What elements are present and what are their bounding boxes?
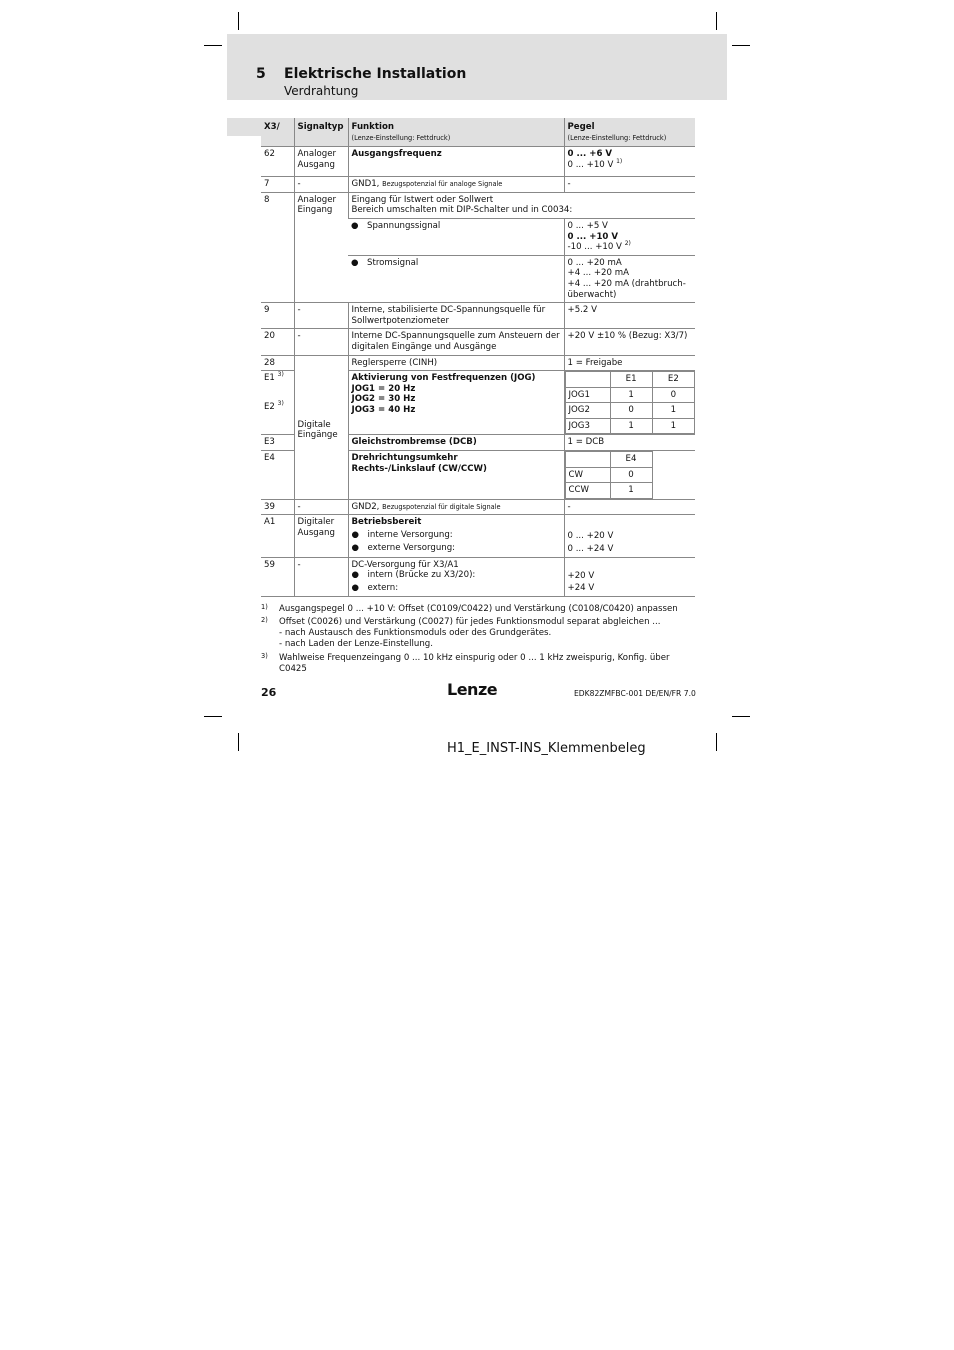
table-row: 62 Analoger Ausgang Ausgangsfrequenz 0 ... +6 V 0 ... +10 V $^{1)}$ — [261, 147, 695, 177]
table-row: 9 - Interne, stabilisierte DC-Spannungsquelle für Sollwertpotenziometer +5.2 V — [261, 303, 695, 329]
table-row: 20 - Interne DC-Spannungsquelle zum Ansteuern der digitalen Eingänge und Ausgänge +20 V ±10 % (Bezug: X3/7) — [261, 329, 695, 355]
side-tab — [227, 118, 261, 136]
table-row: 39 - GND2, Bezugspotenzial für digitale Signale - — [261, 499, 695, 515]
page-number: 26 — [261, 686, 277, 699]
table-header — [261, 118, 695, 147]
crop-mark — [238, 733, 239, 751]
table-row: 7 - GND1, Bezugspotenzial für analoge Signale - — [261, 177, 695, 193]
table-row: 28 Digitale Eingänge Reglersperre (CINH) 1 = Freigabe — [261, 355, 695, 371]
table-row: ● Spannungssignal 0 ... +5 V 0 ... +10 V -10 ... +10 V $^{2)}$ — [261, 218, 695, 255]
table-row: E1 $^{3)}$ E2 $^{3)}$ Aktivierung von Festfrequenzen (JOG) JOG1 = 20 Hz JOG2 = 30 Hz JOG3 = 40 Hz E1 E2 JOG1 1 0 JOG2 0 1 JOG3 1 1 — [261, 371, 695, 435]
chapter-title: Elektrische Installation — [284, 66, 467, 82]
jog-table: E1 E2 JOG1 1 0 JOG2 0 1 JOG3 1 1 — [565, 371, 696, 434]
crop-mark — [732, 716, 750, 717]
header-level: Pegel (Lenze-Einstellung: Fettdruck) — [564, 118, 695, 147]
table-row: 8 Analoger Eingang Eingang für Istwert oder Sollwert Bereich umschalten mit DIP-Schalter und in C0034: — [261, 192, 695, 218]
document-stamp: H1_E_INST-INS_Klemmenbeleg — [447, 741, 646, 756]
chapter-number: 5 — [256, 66, 266, 82]
crop-mark — [238, 12, 239, 30]
crop-mark — [204, 716, 222, 717]
document-id: EDK82ZMFBC-001 DE/EN/FR 7.0 — [574, 689, 696, 698]
direction-table: E4 CW 0 CCW 1 — [565, 451, 653, 499]
crop-mark — [716, 733, 717, 751]
table-row: E3 Gleichstrombremse (DCB) 1 = DCB — [261, 435, 695, 451]
table-row: 59 - DC-Versorgung für X3/A1 ● intern (Brücke zu X3/20): ● extern: +20 V +24 V — [261, 557, 695, 596]
terminal-table — [261, 118, 695, 597]
table-row: A1 Digitaler Ausgang Betriebsbereit ● interne Versorgung: ● externe Versorgung: 0 ... +20 V 0 ... +24 V — [261, 515, 695, 557]
header-signaltype: Signaltyp — [294, 118, 348, 147]
crop-mark — [204, 45, 222, 46]
chapter-subtitle: Verdrahtung — [284, 84, 359, 98]
header-function: Funktion (Lenze-Einstellung: Fettdruck) — [348, 118, 564, 147]
header-terminal: X3/ — [261, 118, 294, 147]
table-row: E4 Drehrichtungsumkehr Rechts-/Linkslauf (CW/CCW) E4 CW 0 CCW 1 — [261, 451, 695, 500]
crop-mark — [732, 45, 750, 46]
table-row: ● Stromsignal 0 ... +20 mA +4 ... +20 mA +4 ... +20 mA (drahtbruch-überwacht) — [261, 255, 695, 302]
lenze-logo: Lenze — [447, 680, 498, 699]
crop-mark — [716, 12, 717, 30]
